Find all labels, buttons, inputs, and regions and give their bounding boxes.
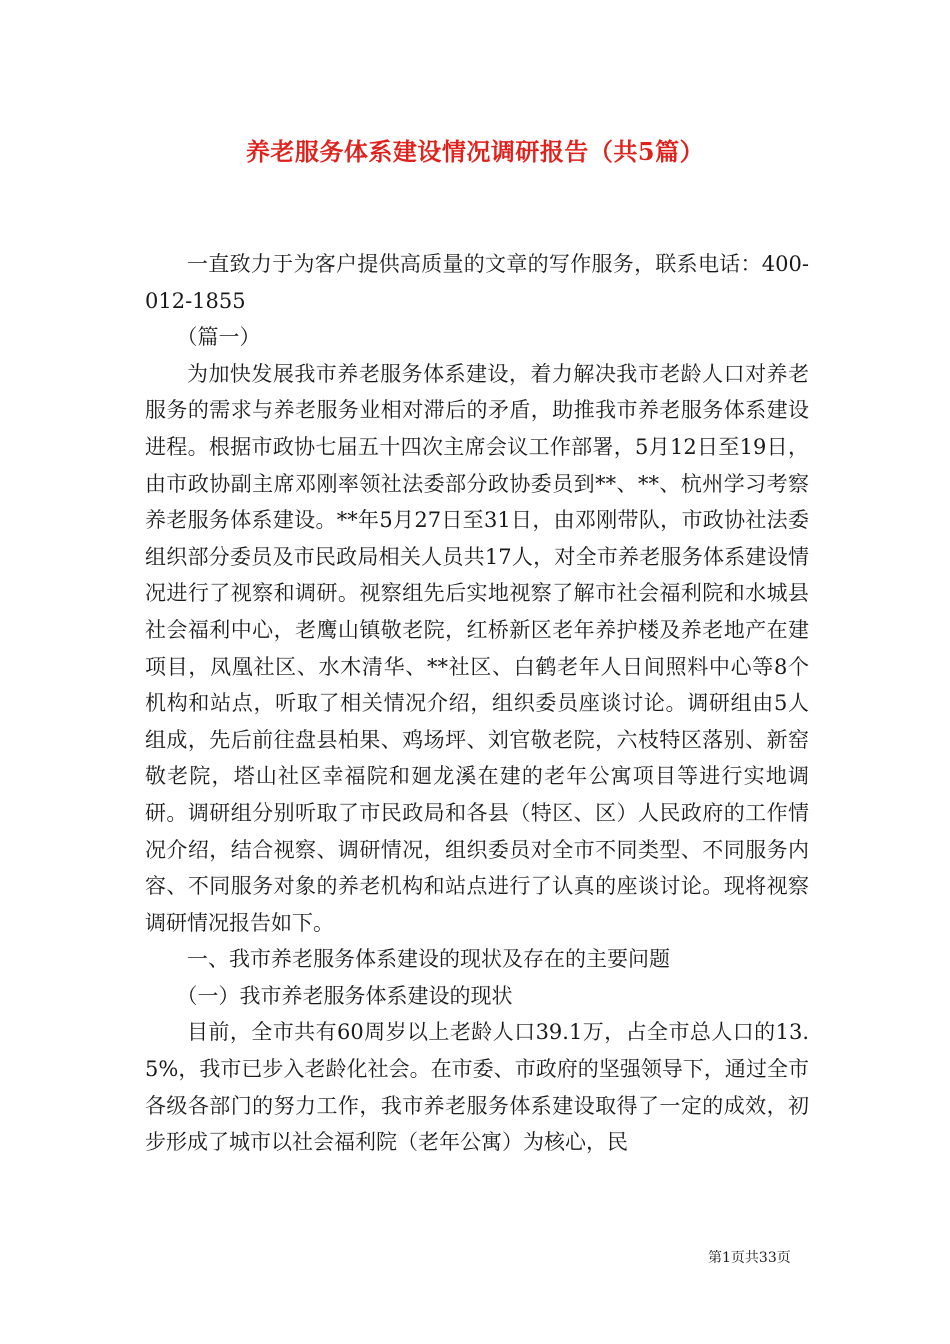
- page-number: 第1页共33页: [708, 1250, 791, 1266]
- subsection-heading: （一）我市养老服务体系建设的现状: [176, 983, 513, 1008]
- body-paragraph: 目前，全市共有60周岁以上老龄人口39.1万，占全市总人口的13.5%，我市已步入老龄化社会。在市委、市政府的坚强领导下，通过全市各级各部门的努力工作，我市养老服务体系建设取得了一定的成效，初步形成了城市以社会福利院（老年公寓）为核心，民: [145, 1020, 809, 1155]
- intro-paragraph: 一直致力于为客户提供高质量的文章的写作服务，联系电话：400-012-1855: [145, 252, 809, 313]
- document-title: 养老服务体系建设情况调研报告（共5篇）: [245, 137, 705, 166]
- section-label: （篇一）: [176, 325, 261, 350]
- section-heading: 一、我市养老服务体系建设的现状及存在的主要问题: [187, 947, 670, 972]
- body-paragraph: 为加快发展我市养老服务体系建设，着力解决我市老龄人口对养老服务的需求与养老服务业相对滞后的矛盾，助推我市养老服务体系建设进程。根据市政协七届五十四次主席会议工作部署，5月12日至19日，由市政协副主席邓刚率领社法委部分政协委员到**、**、杭州学习考察养老服务体系建设。**年5月27日至31日，由邓刚带队，市政协社法委组织部分委员及市民政局相关人员共17人，对全市养老服务体系建设情况进行了视察和调研。视察组先后实地视察了解市社会福利院和水城县社会福利中心，老鹰山镇敬老院，红桥新区老年养护楼及养老地产在建项目，凤凰社区、水木清华、**社区、白鹤老年人日间照料中心等8个机构和站点，听取了相关情况介绍，组织委员座谈讨论。调研组由5人组成，先后前往盘县柏果、鸡场坪、刘官敬老院，六枝特区落别、新窑敬老院，塔山社区幸福院和廻龙溪在建的老年公寓项目等进行实地调研。调研组分别听取了市民政局和各县（特区、区）人民政府的工作情况介绍，结合视察、调研情况，组织委员对全市不同类型、不同服务内容、不同服务对象的养老机构和站点进行了认真的座谈讨论。现将视察调研情况报告如下。: [145, 361, 809, 935]
- document-body: [145, 246, 809, 1161]
